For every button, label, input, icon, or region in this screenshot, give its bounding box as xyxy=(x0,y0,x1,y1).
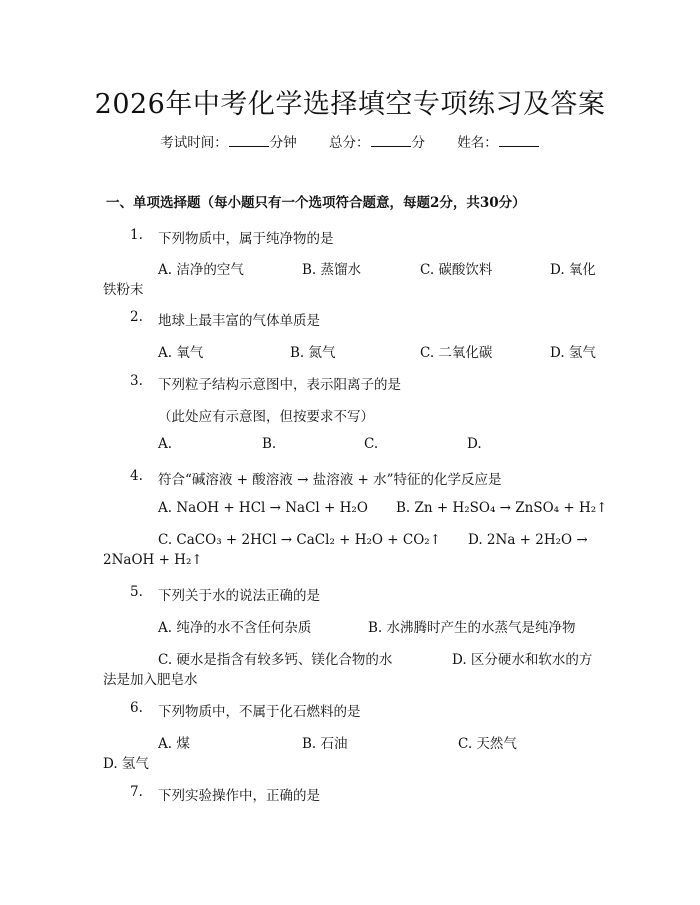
option-b: B. xyxy=(262,436,277,452)
time-label: 考试时间： xyxy=(160,135,228,151)
option-b: B. 水沸腾时产生的水蒸气是纯净物 xyxy=(368,620,576,636)
option-d: D. 2Na + 2H₂O → xyxy=(468,532,588,548)
question-note: （此处应有示意图，但按要求不写） xyxy=(158,409,374,425)
question-3 xyxy=(130,373,401,393)
option-d: D. 氧化 xyxy=(550,262,596,278)
option-d: D. 氢气 xyxy=(550,345,596,361)
score-unit: 分 xyxy=(411,135,425,151)
score-label: 总分： xyxy=(329,135,370,151)
time-field xyxy=(160,131,297,151)
question-number: 5. xyxy=(130,584,143,600)
question-stem: 符合“碱溶液 + 酸溶液 → 盐溶液 + 水”特征的化学反应是 xyxy=(158,472,502,488)
option-wrap: 法是加入肥皂水 xyxy=(103,672,198,688)
exam-meta xyxy=(0,131,700,151)
option-a: A. 煤 xyxy=(158,736,190,752)
name-field xyxy=(457,131,540,151)
question-6 xyxy=(130,700,361,720)
option-c: C. 天然气 xyxy=(458,736,517,752)
question-number: 2. xyxy=(130,309,143,325)
page-title: 2026年中考化学选择填空专项练习及答案 xyxy=(94,89,606,120)
question-number: 7. xyxy=(130,784,143,800)
question-1 xyxy=(130,227,334,247)
section-heading: 一、单项选择题（每小题只有一个选项符合题意，每题2分，共30分） xyxy=(106,195,526,211)
option-wrap: D. 氢气 xyxy=(103,756,149,772)
time-blank[interactable] xyxy=(229,134,269,147)
option-a: A. 洁净的空气 xyxy=(158,262,244,278)
time-unit: 分钟 xyxy=(269,135,297,151)
question-stem: 下列关于水的说法正确的是 xyxy=(158,588,320,604)
option-b: B. 石油 xyxy=(302,736,348,752)
option-b: B. Zn + H₂SO₄ → ZnSO₄ + H₂↑ xyxy=(396,500,608,516)
option-c: C. 硬水是指含有较多钙、镁化合物的水 xyxy=(158,652,393,668)
question-number: 1. xyxy=(130,227,143,243)
name-label: 姓名： xyxy=(457,135,498,151)
name-blank[interactable] xyxy=(499,134,539,147)
option-d: D. 区分硬水和软水的方 xyxy=(452,652,593,668)
option-d: D. xyxy=(467,436,482,452)
question-2 xyxy=(130,309,320,329)
question-stem: 下列实验操作中，正确的是 xyxy=(158,788,320,804)
option-wrap: 2NaOH + H₂↑ xyxy=(103,552,203,568)
question-stem: 下列粒子结构示意图中，表示阳离子的是 xyxy=(158,377,401,393)
question-7 xyxy=(130,784,320,804)
question-stem: 下列物质中，不属于化石燃料的是 xyxy=(158,704,361,720)
option-wrap: 铁粉末 xyxy=(103,282,144,298)
option-b: B. 蒸馏水 xyxy=(302,262,362,278)
question-number: 3. xyxy=(130,373,143,389)
option-b: B. 氮气 xyxy=(290,345,336,361)
option-a: A. 氧气 xyxy=(158,345,204,361)
question-number: 4. xyxy=(130,468,143,484)
score-blank[interactable] xyxy=(371,134,411,147)
question-number: 6. xyxy=(130,700,143,716)
question-stem: 下列物质中，属于纯净物的是 xyxy=(158,231,334,247)
question-stem: 地球上最丰富的气体单质是 xyxy=(158,313,320,329)
option-c: C. xyxy=(364,436,379,452)
option-a: A. xyxy=(158,436,173,452)
option-c: C. CaCO₃ + 2HCl → CaCl₂ + H₂O + CO₂↑ xyxy=(158,532,442,548)
option-a: A. NaOH + HCl → NaCl + H₂O xyxy=(158,500,368,516)
option-c: C. 碳酸饮料 xyxy=(420,262,493,278)
score-field xyxy=(329,131,425,151)
question-5 xyxy=(130,584,320,604)
option-c: C. 二氧化碳 xyxy=(420,345,493,361)
question-4 xyxy=(130,468,502,488)
option-a: A. 纯净的水不含任何杂质 xyxy=(158,620,312,636)
